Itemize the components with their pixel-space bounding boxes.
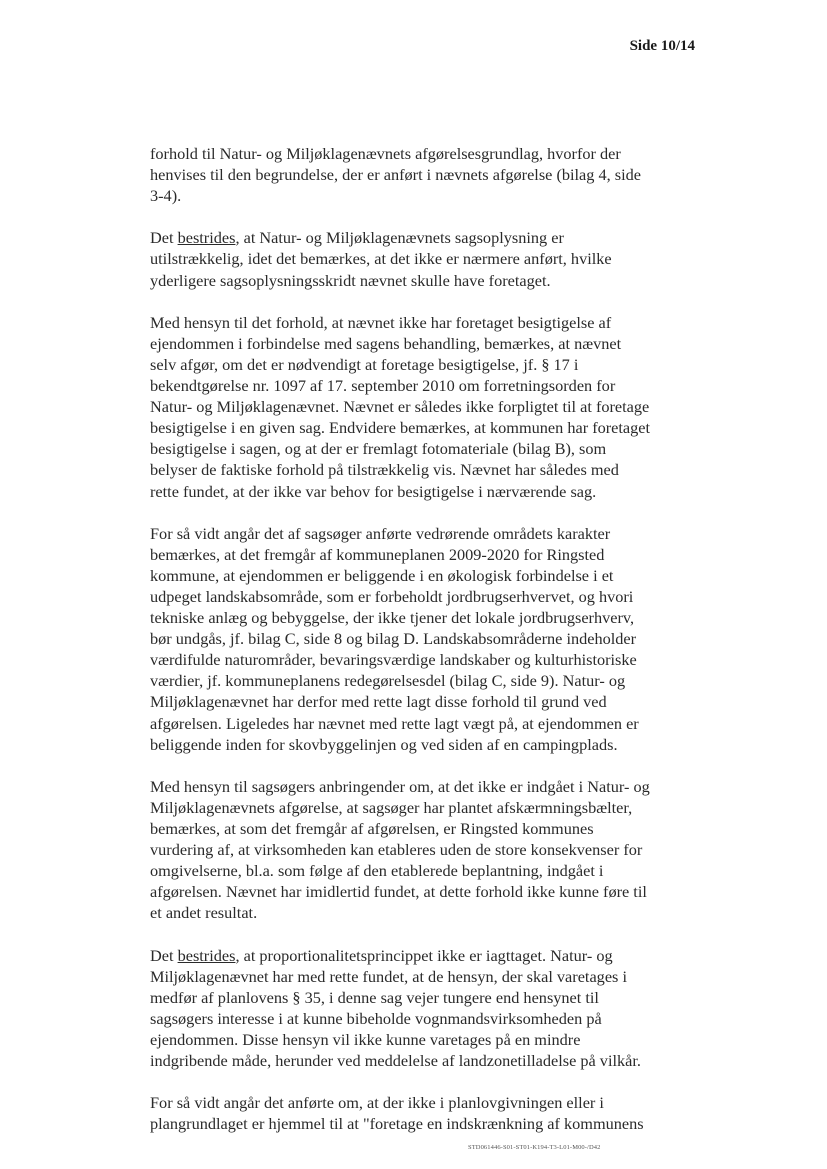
document-reference-code: STD061446-S01-ST01-K194-T3-L01-M00-/D42 <box>468 1144 601 1151</box>
text-line: Miljøklagenævnet har derfor med rette lagt disse forhold til grund ved <box>150 692 607 712</box>
line-lead: Det <box>150 945 178 965</box>
text-line: utilstrækkelig, idet det bemærkes, at det ikke er nærmere anført, hvilke <box>150 249 612 269</box>
text-line: besigtigelse i sagen, og at der er fremlagt fotomateriale (bilag B), som <box>150 439 607 459</box>
text-line: plangrundlaget er hjemmel til at "foretage en indskrænkning af kommunens <box>150 1114 644 1134</box>
text-line: omgivelserne, bl.a. som følge af den etablerede beplantning, indgået i <box>150 861 604 881</box>
line-rest: , at Natur- og Miljøklagenævnets sagsoplysning er <box>235 228 564 248</box>
text-line: bemærkes, at som det fremgår af afgørelsen, er Ringsted kommunes <box>150 819 594 838</box>
text-line: afgørelsen. Nævnet har imidlertid fundet, at dette forhold ikke kunne føre til <box>150 882 647 902</box>
paragraph <box>150 312 680 502</box>
text-line: yderligere sagsoplysningsskridt nævnet skulle have foretaget. <box>150 270 551 290</box>
paragraph <box>150 776 680 924</box>
text-line: et andet resultat. <box>150 903 258 923</box>
text-line: For så vidt angår det af sagsøger anførte vedrørende områdets karakter <box>150 523 611 543</box>
text-line: Natur- og Miljøklagenævnet. Nævnet er således ikke forpligtet til at foretage <box>150 397 650 417</box>
text-line: belyser de faktiske forhold på tilstrækkelig vis. Nævnet har således med <box>150 460 619 480</box>
text-line: sagsøgers interesse i at kunne bibeholde vognmandsvirksomheden på <box>150 1008 602 1028</box>
text-line: 3-4). <box>150 186 182 206</box>
text-line: udpeget landskabsområde, som er forbeholdt jordbrugserhvervet, og hvori <box>150 586 634 606</box>
text-line: rette fundet, at der ikke var behov for besigtigelse i nærværende sag. <box>150 481 597 501</box>
paragraph <box>150 143 680 206</box>
text-line: værdifulde naturområder, bevaringsværdige landskaber og kulturhistoriske <box>150 650 637 670</box>
text-line: kommune, at ejendommen er beliggende i en økologisk forbindelse i et <box>150 565 614 585</box>
line-rest: , at proportionalitetsprincippet ikke er iagttaget. Natur- og <box>235 945 613 965</box>
underlined-term: bestrides <box>177 945 236 965</box>
text-line: Med hensyn til sagsøgers anbringender om, at det ikke er indgået i Natur- og <box>150 776 650 796</box>
text-line: forhold til Natur- og Miljøklagenævnets afgørelsesgrundlag, hvorfor der <box>150 144 621 163</box>
text-line: henvises til den begrundelse, der er anført i nævnets afgørelse (bilag 4, side <box>150 165 642 185</box>
text-line: bemærkes, at det fremgår af kommuneplanen 2009-2020 for Ringsted <box>150 544 605 564</box>
text-line: Miljøklagenævnet har med rette fundet, at de hensyn, der skal varetages i <box>150 966 627 986</box>
text-line: tekniske anlæg og bebyggelse, der ikke tjener det lokale jordbrugserhverv, <box>150 608 635 628</box>
text-line: afgørelsen. Ligeledes har nævnet med rette lagt vægt på, at ejendommen er <box>150 713 639 733</box>
text-line: indgribende måde, herunder ved meddelelse af landzonetilladelse på vilkår. <box>150 1051 641 1071</box>
paragraph <box>150 227 680 290</box>
text-line: Med hensyn til det forhold, at nævnet ikke har foretaget besigtigelse af <box>150 312 612 332</box>
text-line: ejendommen. Disse hensyn vil ikke kunne varetages på en mindre <box>150 1029 581 1049</box>
text-line: værdier, jf. kommuneplanens redegørelsesdel (bilag C, side 9). Natur- og <box>150 671 626 691</box>
text-line: beliggende inden for skovbyggelinjen og ved siden af en campingplads. <box>150 734 618 754</box>
body-text <box>150 143 680 1156</box>
text-line: bør undgås, jf. bilag C, side 8 og bilag D. Landskabsområderne indeholder <box>150 629 637 649</box>
line-lead: Det <box>150 228 178 248</box>
text-line: For så vidt angår det anførte om, at der ikke i planlovgivningen eller i <box>150 1093 604 1113</box>
text-line: bekendtgørelse nr. 1097 af 17. september 2010 om forretningsorden for <box>150 376 616 396</box>
text-line: Miljøklagenævnets afgørelse, at sagsøger har plantet afskærmningsbælter, <box>150 797 633 817</box>
paragraph <box>150 1092 680 1134</box>
text-line: besigtigelse i en given sag. Endvidere bemærkes, at kommunen har foretaget <box>150 418 651 438</box>
text-line: vurdering af, at virksomheden kan etableres uden de store konsekvenser for <box>150 840 643 860</box>
page-number: Side 10/14 <box>629 38 695 54</box>
paragraph <box>150 523 680 755</box>
text-line: selv afgør, om det er nødvendigt at foretage besigtigelse, jf. § 17 i <box>150 354 579 374</box>
paragraph <box>150 945 680 1072</box>
text-line: medfør af planlovens § 35, i denne sag vejer tungere end hensynet til <box>150 987 599 1007</box>
underlined-term: bestrides <box>177 228 236 248</box>
text-line: ejendommen i forbindelse med sagens behandling, bemærkes, at nævnet <box>150 333 622 353</box>
